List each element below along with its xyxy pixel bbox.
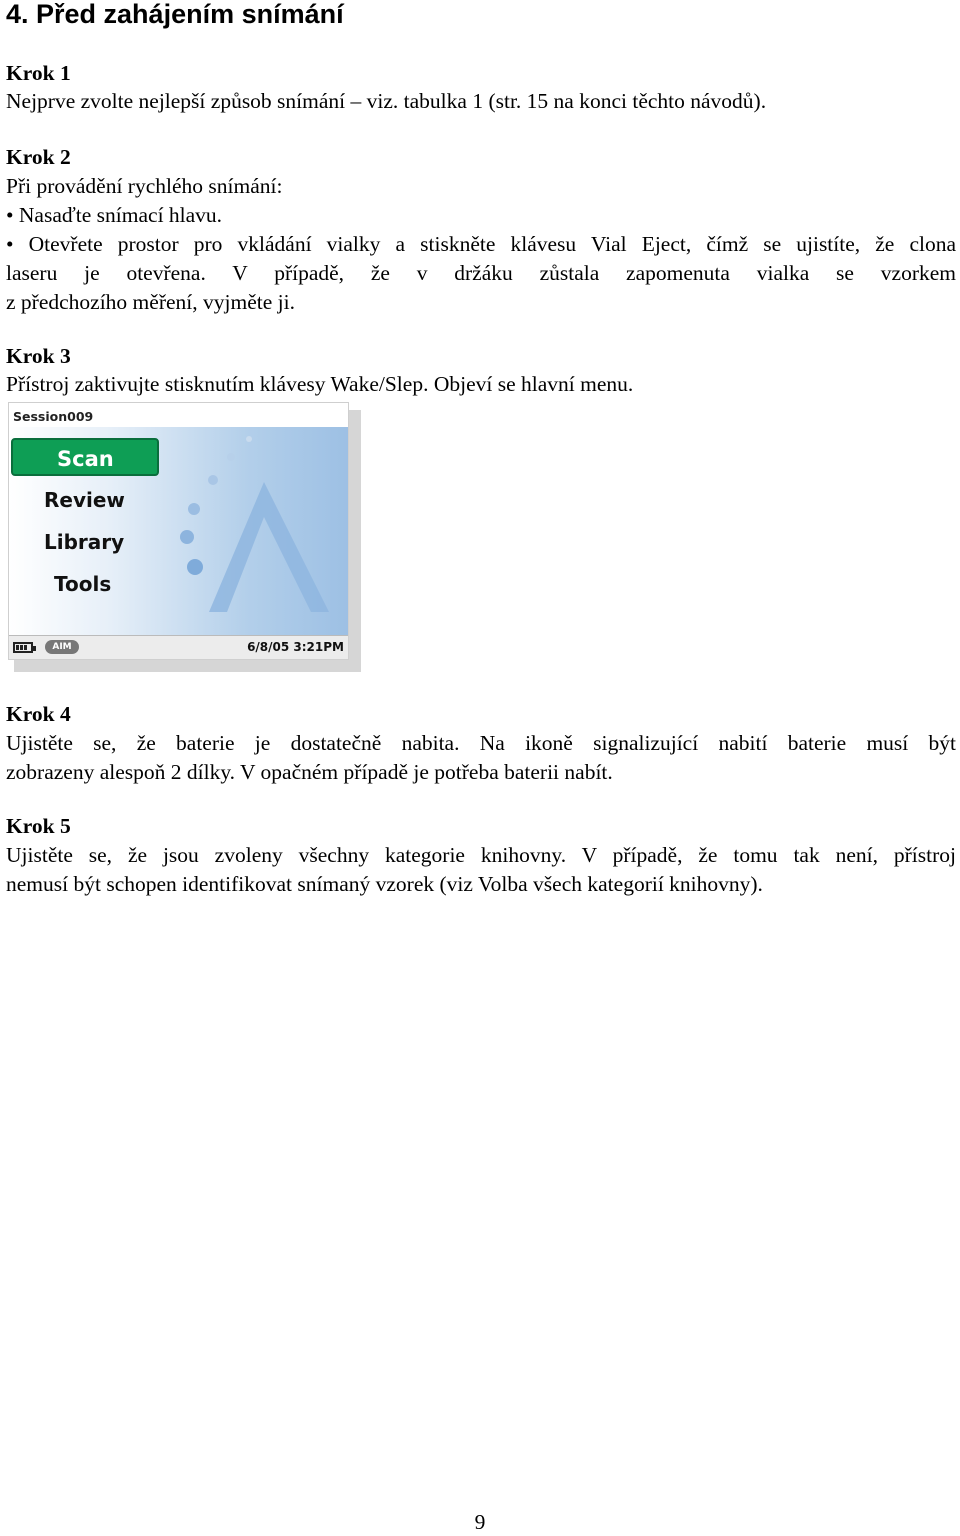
menu-item-review[interactable]: Review	[44, 488, 125, 512]
step4-line-2: zobrazeny alespoň 2 dílky. V opačném případě je potřeba baterii nabít.	[6, 760, 613, 784]
step3-title: Krok 3	[6, 344, 71, 368]
battery-icon	[13, 642, 33, 653]
page-number: 9	[474, 1510, 486, 1534]
device-screenshot	[8, 402, 349, 660]
step2-bullet-2-line-1: • Otevřete prostor pro vkládání vialky a stiskněte klávesu Vial Eject, čímž se ujistíte, že clona	[6, 232, 956, 256]
step2-bullet-2-line-3: z předchozího měření, vyjměte ji.	[6, 290, 295, 314]
step4-line-1: Ujistěte se, že baterie je dostatečně nabita. Na ikoně signalizující nabití baterie musí být	[6, 731, 956, 755]
step2-title: Krok 2	[6, 145, 71, 169]
step5-line-1: Ujistěte se, že jsou zvoleny všechny kategorie knihovny. V případě, že tomu tak není, přístroj	[6, 843, 956, 867]
step3-text: Přístroj zaktivujte stisknutím klávesy Wake/Slep. Objeví se hlavní menu.	[6, 372, 634, 396]
step2-intro: Při provádění rychlého snímání:	[6, 174, 283, 198]
step5-line-2: nemusí být schopen identifikovat snímaný vzorek (viz Volba všech kategorií knihovny).	[6, 872, 763, 896]
device-status-bar	[9, 635, 348, 660]
step1-title: Krok 1	[6, 61, 71, 85]
menu-item-tools[interactable]: Tools	[54, 572, 112, 596]
menu-item-library[interactable]: Library	[44, 530, 125, 554]
step5-title: Krok 5	[6, 814, 71, 838]
menu-item-scan[interactable]: Scan	[11, 438, 159, 476]
step1-text: Nejprve zvolte nejlepší způsob snímání – viz. tabulka 1 (str. 15 na konci těchto návodů).	[6, 89, 767, 113]
step2-bullet-2-line-2: laseru je otevřena. V případě, že v držáku zůstala zapomenuta vialka se vzorkem	[6, 261, 956, 285]
page-heading: 4. Před zahájením snímání	[6, 0, 344, 29]
step2-bullet-1: • Nasaďte snímací hlavu.	[6, 203, 223, 227]
device-datetime: 6/8/05 3:21PM	[247, 640, 344, 654]
session-label: Session009	[13, 409, 94, 424]
aim-badge: AIM	[45, 640, 79, 654]
step4-title: Krok 4	[6, 702, 71, 726]
